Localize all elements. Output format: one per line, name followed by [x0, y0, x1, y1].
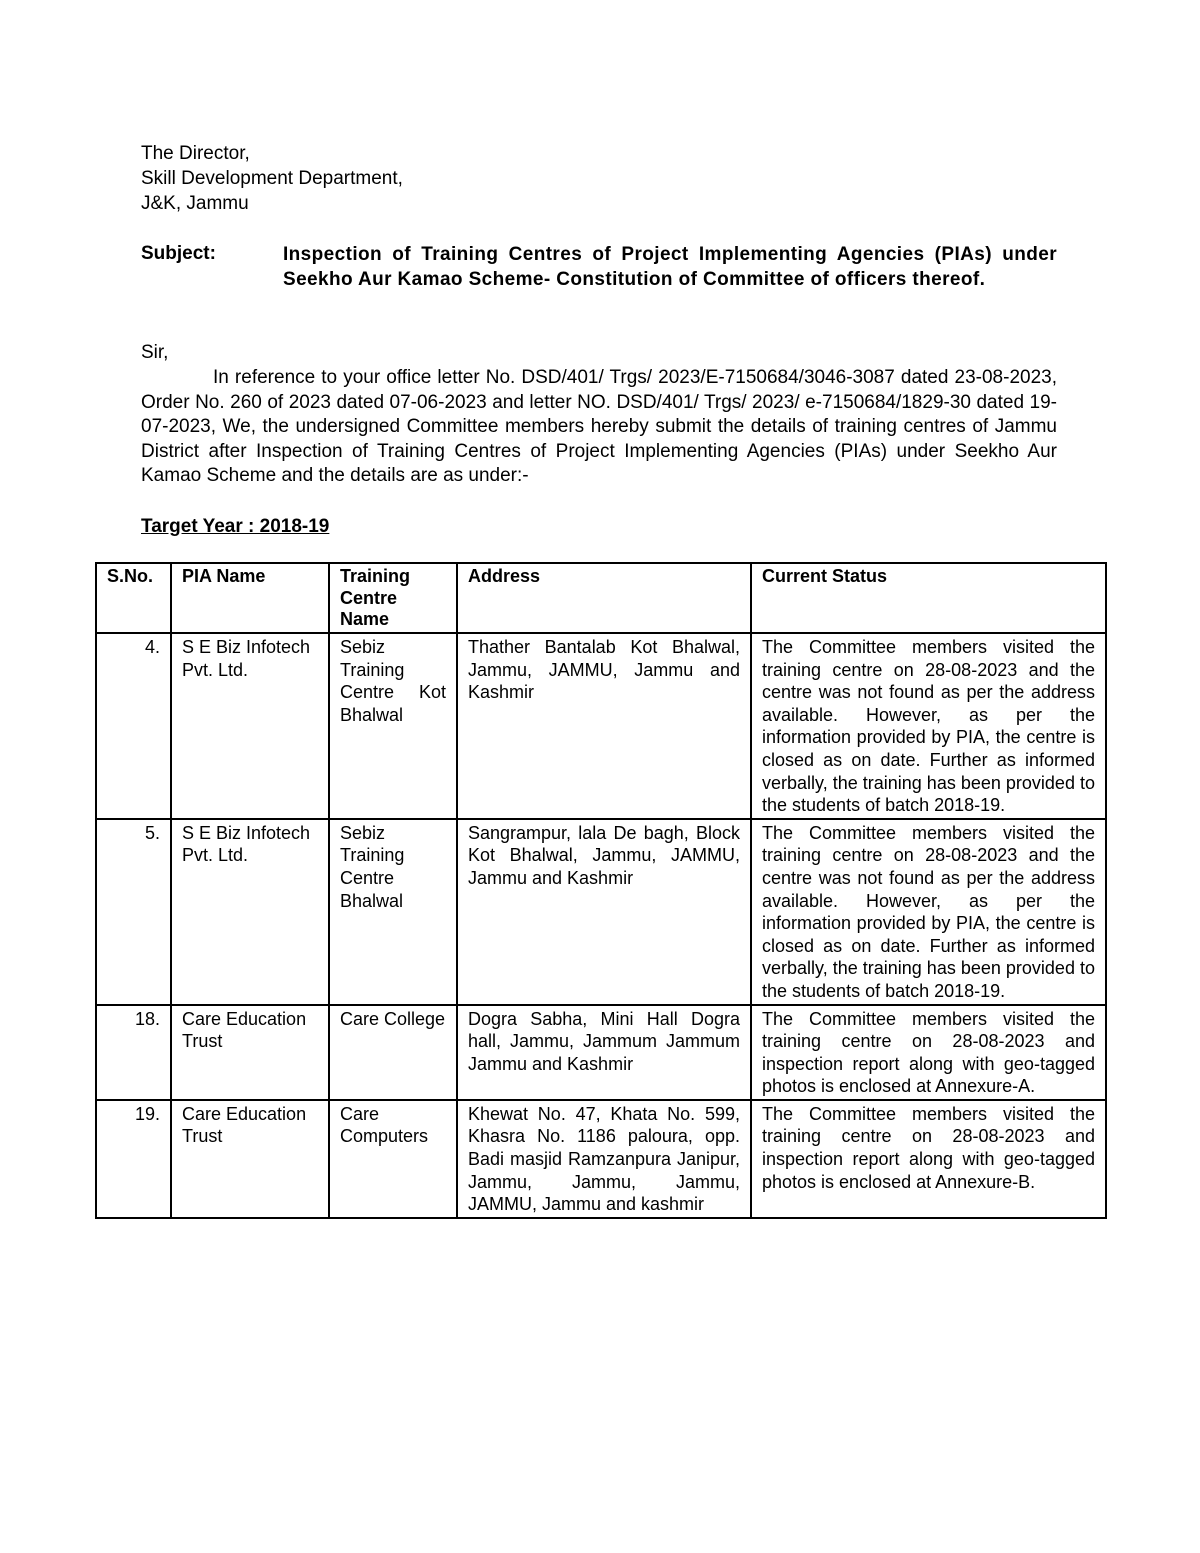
cell-address: Dogra Sabha, Mini Hall Dogra hall, Jammu, Jammum Jammum Jammu and Kashmir — [457, 1005, 751, 1100]
header-sno: S.No. — [96, 563, 171, 633]
cell-sno: 18. — [96, 1005, 171, 1100]
cell-sno: 19. — [96, 1100, 171, 1218]
header-pia-name: PIA Name — [171, 563, 329, 633]
cell-current-status: The Committee members visited the training centre on 28-08-2023 and the centre was not found as per the address available. However, as per the information provided by PIA, the centre is closed as on date. Further as informed verbally, the training has been provided to the students of batch 2018-19. — [751, 819, 1106, 1005]
cell-address: Sangrampur, lala De bagh, Block Kot Bhalwal, Jammu, JAMMU, Jammu and Kashmir — [457, 819, 751, 1005]
addressee-line-2: Skill Development Department, — [141, 168, 403, 189]
cell-pia-name: Care Education Trust — [171, 1005, 329, 1100]
cell-current-status: The Committee members visited the training centre on 28-08-2023 and inspection report along with geo-tagged photos is enclosed at Annexure-B. — [751, 1100, 1106, 1218]
addressee-line-1: The Director, — [141, 143, 250, 164]
addressee-line-3: J&K, Jammu — [141, 193, 249, 214]
inspection-table — [95, 562, 1107, 1219]
header-training-centre: Training Centre Name — [329, 563, 457, 633]
target-year-heading: Target Year : 2018-19 — [141, 516, 330, 537]
table-row — [96, 819, 1106, 1005]
table-header-row — [96, 563, 1106, 633]
cell-training-centre: Care College — [329, 1005, 457, 1100]
cell-pia-name: Care Education Trust — [171, 1100, 329, 1218]
addressee-block — [141, 141, 741, 216]
cell-current-status: The Committee members visited the training centre on 28-08-2023 and the centre was not found as per the address available. However, as per the information provided by PIA, the centre is closed as on date. Further as informed verbally, the training has been provided to the students of batch 2018-19. — [751, 633, 1106, 819]
cell-address: Khewat No. 47, Khata No. 599, Khasra No. 1186 paloura, opp. Badi masjid Ramzanpura Janipur, Jammu, Jammu, Jammu, JAMMU, Jammu and kashmir — [457, 1100, 751, 1218]
header-address: Address — [457, 563, 751, 633]
cell-training-centre: Sebiz Training Centre Bhalwal — [329, 819, 457, 1005]
table-row — [96, 1100, 1106, 1218]
cell-training-centre: Sebiz Training Centre Kot Bhalwal — [329, 633, 457, 819]
cell-sno: 5. — [96, 819, 171, 1005]
body-text: In reference to your office letter No. DSD/401/ Trgs/ 2023/E-7150684/3046-3087 dated 23-08-2023, Order No. 260 of 2023 dated 07-06-2023 and letter NO. DSD/401/ Trgs/ 2023/ e-7150684/1829-30 dated 19-07-2023, We, the undersigned Committee members hereby submit the details of training centres of Jammu District after Inspection of Training Centres of Project Implementing Agencies (PIAs) under Seekho Aur Kamao Scheme and the details are as under:- — [141, 367, 1057, 487]
header-current-status: Current Status — [751, 563, 1106, 633]
cell-address: Thather Bantalab Kot Bhalwal, Jammu, JAMMU, Jammu and Kashmir — [457, 633, 751, 819]
table-row — [96, 1005, 1106, 1100]
cell-sno: 4. — [96, 633, 171, 819]
body-paragraph — [141, 366, 1057, 489]
cell-training-centre: Care Computers — [329, 1100, 457, 1218]
subject-text: Inspection of Training Centres of Project Implementing Agencies (PIAs) under Seekho Aur Kamao Scheme- Constitution of Committee of officers thereof. — [283, 244, 1057, 290]
cell-current-status: The Committee members visited the training centre on 28-08-2023 and inspection report along with geo-tagged photos is enclosed at Annexure-A. — [751, 1005, 1106, 1100]
salutation: Sir, — [141, 342, 169, 363]
subject-label: Subject: — [141, 243, 216, 264]
table-row — [96, 633, 1106, 819]
cell-pia-name: S E Biz Infotech Pvt. Ltd. — [171, 819, 329, 1005]
cell-pia-name: S E Biz Infotech Pvt. Ltd. — [171, 633, 329, 819]
